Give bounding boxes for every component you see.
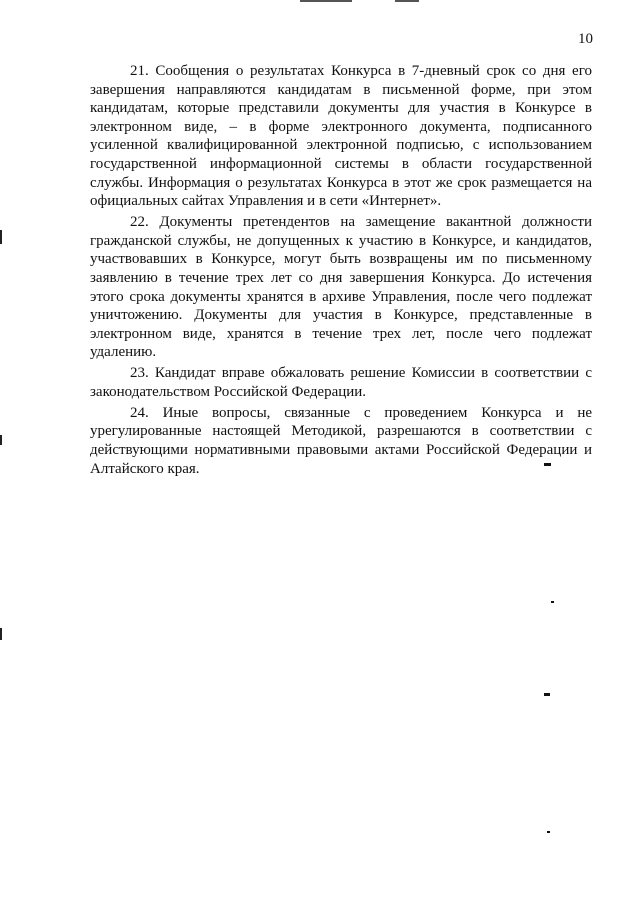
page-number: 10 [578, 31, 593, 47]
paragraph-21: 21. Сообщения о результатах Конкурса в 7-дневный срок со дня его завершения направляются кандидатам в письменной форме, при этом кандидатам, которые представили документы для участия в Конкурсе в электронном виде, – в форме электронного документа, подписанного усиленной квалифицированной электронной подписью, с использованием государственной информационной системы в области государственной службы. Информация о результатах Конкурса в этот же срок размещается на официальных сайтах Управления и в сети «Интернет». [90, 63, 592, 210]
paragraph-24: 24. Иные вопросы, связанные с проведением Конкурса и не урегулированные настоящей Методикой, разрешаются в соответствии с действующими нормативными правовыми актами Российской Федерации и Алтайского края. [90, 404, 592, 477]
scan-speck [544, 463, 551, 466]
scan-edge-top-left [300, 0, 352, 2]
scan-speck [551, 601, 554, 603]
paragraph-23: 23. Кандидат вправе обжаловать решение Комиссии в соответствии с законодательством Российской Федерации. [90, 365, 592, 400]
scan-edge-left-mark [0, 628, 2, 640]
scan-speck [547, 831, 550, 833]
document-body [90, 62, 592, 481]
scan-edge-left-mark [0, 435, 2, 445]
scan-edge-top-right [395, 0, 419, 2]
paragraph-22: 22. Документы претендентов на замещение вакантной должности гражданской службы, не допущенных к участию в Конкурсе, и кандидатов, участвовавших в Конкурсе, могут быть возвращены им по письменному заявлению в течение трех лет со дня завершения Конкурса. До истечения этого срока документы хранятся в архиве Управления, после чего подлежат уничтожению. Документы для участия в Конкурсе, представленные в электронном виде, хранятся в течение трех лет, после чего подлежат удалению. [90, 214, 592, 361]
scan-edge-left-mark [0, 230, 2, 244]
scan-speck [544, 693, 550, 696]
